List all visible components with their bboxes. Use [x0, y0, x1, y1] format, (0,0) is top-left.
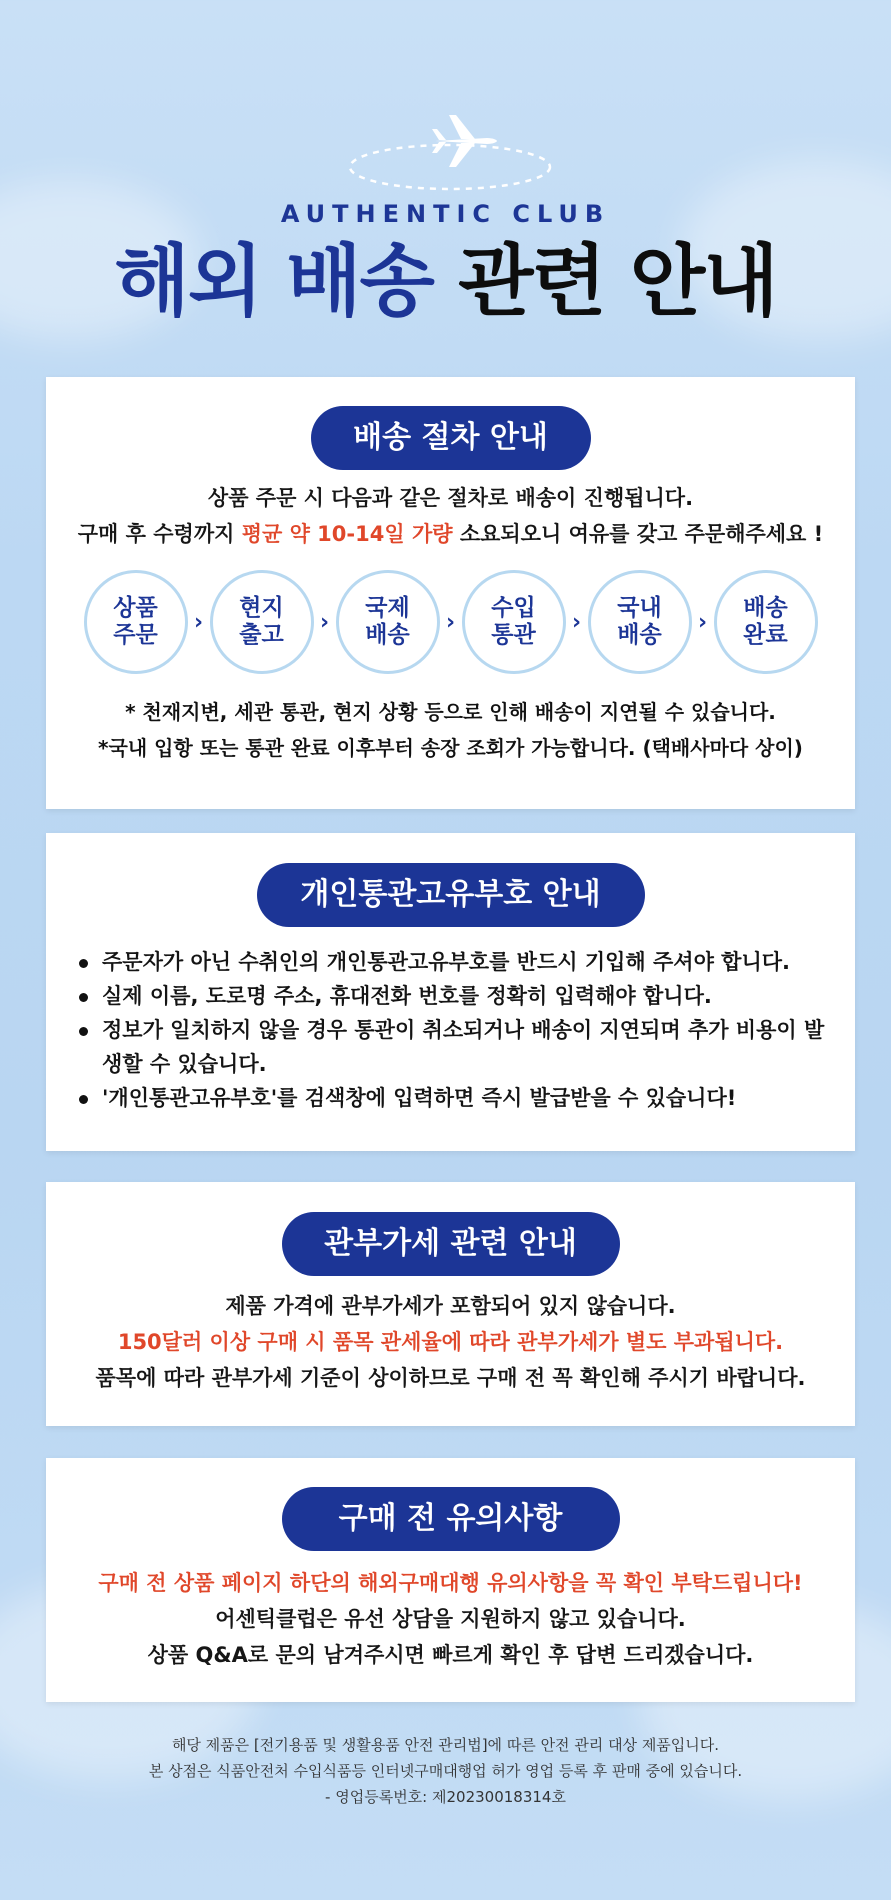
section-heading: 개인통관고유부호 안내	[257, 863, 645, 927]
shipping-procedure-card	[46, 377, 855, 809]
shipping-notes	[46, 694, 855, 766]
caution-info	[46, 1565, 855, 1673]
customs-id-list	[46, 945, 855, 1115]
page-header	[0, 0, 891, 370]
footer-line: - 영업등록번호: 제20230018314호	[325, 1788, 566, 1806]
list-item: '개인통관고유부호'를 검색창에 입력하면 즉시 발급받을 수 있습니다!	[46, 1081, 855, 1115]
step-order: 상품 주문	[84, 570, 188, 674]
shipping-note: * 천재지변, 세관 통관, 현지 상황 등으로 인해 배송이 지연될 수 있습니다.	[125, 700, 776, 724]
step-local-dispatch: 현지 출고	[210, 570, 314, 674]
shipping-intro-line	[46, 516, 855, 552]
shipping-note: *국내 입항 또는 통관 완료 이후부터 송장 조회가 가능합니다. (택배사마다 상이)	[98, 736, 803, 760]
footer-line: 본 상점은 식품안전처 수입식품등 인터넷구매대행업 허가 영업 등록 후 판매 중에 있습니다.	[148, 1762, 743, 1780]
customs-tax-card	[46, 1182, 855, 1426]
caution-info-line: 상품 Q&A로 문의 남겨주시면 빠르게 확인 후 답변 드리겠습니다.	[147, 1643, 754, 1667]
brand-name: AUTHENTIC CLUB	[280, 200, 611, 228]
step-domestic-shipping: 국내 배송	[588, 570, 692, 674]
shipping-intro	[46, 480, 855, 552]
tax-info-line: 제품 가격에 관부가세가 포함되어 있지 않습니다.	[225, 1294, 676, 1318]
page-title	[0, 237, 891, 327]
page-title-highlight: 해외 배송	[114, 237, 433, 327]
airplane-icon	[345, 115, 555, 195]
tax-info	[46, 1288, 855, 1396]
shipping-intro-line: 상품 주문 시 다음과 같은 절차로 배송이 진행됩니다.	[207, 486, 694, 510]
step-delivered: 배송 완료	[714, 570, 818, 674]
purchase-caution-card	[46, 1458, 855, 1702]
shipping-steps	[46, 570, 855, 674]
shipping-duration-suffix: 소요되오니 여유를 갖고 주문해주세요 !	[452, 522, 824, 546]
section-heading: 배송 절차 안내	[311, 406, 591, 470]
section-heading: 관부가세 관련 안내	[282, 1212, 620, 1276]
list-item: 실제 이름, 도로명 주소, 휴대전화 번호를 정확히 입력해야 합니다.	[46, 979, 855, 1013]
list-item: 주문자가 아닌 수취인의 개인통관고유부호를 반드시 기입해 주셔야 합니다.	[46, 945, 855, 979]
chevron-right-icon: ›	[193, 609, 204, 635]
chevron-right-icon: ›	[319, 609, 330, 635]
caution-warning: 구매 전 상품 페이지 하단의 해외구매대행 유의사항을 꼭 확인 부탁드립니다!	[98, 1571, 803, 1595]
customs-id-card	[46, 833, 855, 1151]
tax-info-line: 품목에 따라 관부가세 기준이 상이하므로 구매 전 꼭 확인해 주시기 바랍니다.	[95, 1366, 806, 1390]
footer-line: 해당 제품은 [전기용품 및 생활용품 안전 관리법]에 따른 안전 관리 대상 제품입니다.	[171, 1736, 720, 1754]
caution-info-line: 어센틱클럽은 유선 상담을 지원하지 않고 있습니다.	[215, 1607, 686, 1631]
shipping-duration-highlight: 평균 약 10-14일 가량	[241, 522, 453, 546]
legal-footer	[0, 1732, 891, 1810]
section-heading: 구매 전 유의사항	[282, 1487, 620, 1551]
step-international-shipping: 국제 배송	[336, 570, 440, 674]
page-title-rest: 관련 안내	[458, 237, 777, 327]
shipping-duration-prefix: 구매 후 수령까지	[77, 522, 242, 546]
list-item: 정보가 일치하지 않을 경우 통관이 취소되거나 배송이 지연되며 추가 비용이 발생할 수 있습니다.	[46, 1013, 855, 1081]
chevron-right-icon: ›	[445, 609, 456, 635]
tax-info-warning: 150달러 이상 구매 시 품목 관세율에 따라 관부가세가 별도 부과됩니다.	[117, 1330, 784, 1354]
step-import-clearance: 수입 통관	[462, 570, 566, 674]
chevron-right-icon: ›	[571, 609, 582, 635]
chevron-right-icon: ›	[697, 609, 708, 635]
